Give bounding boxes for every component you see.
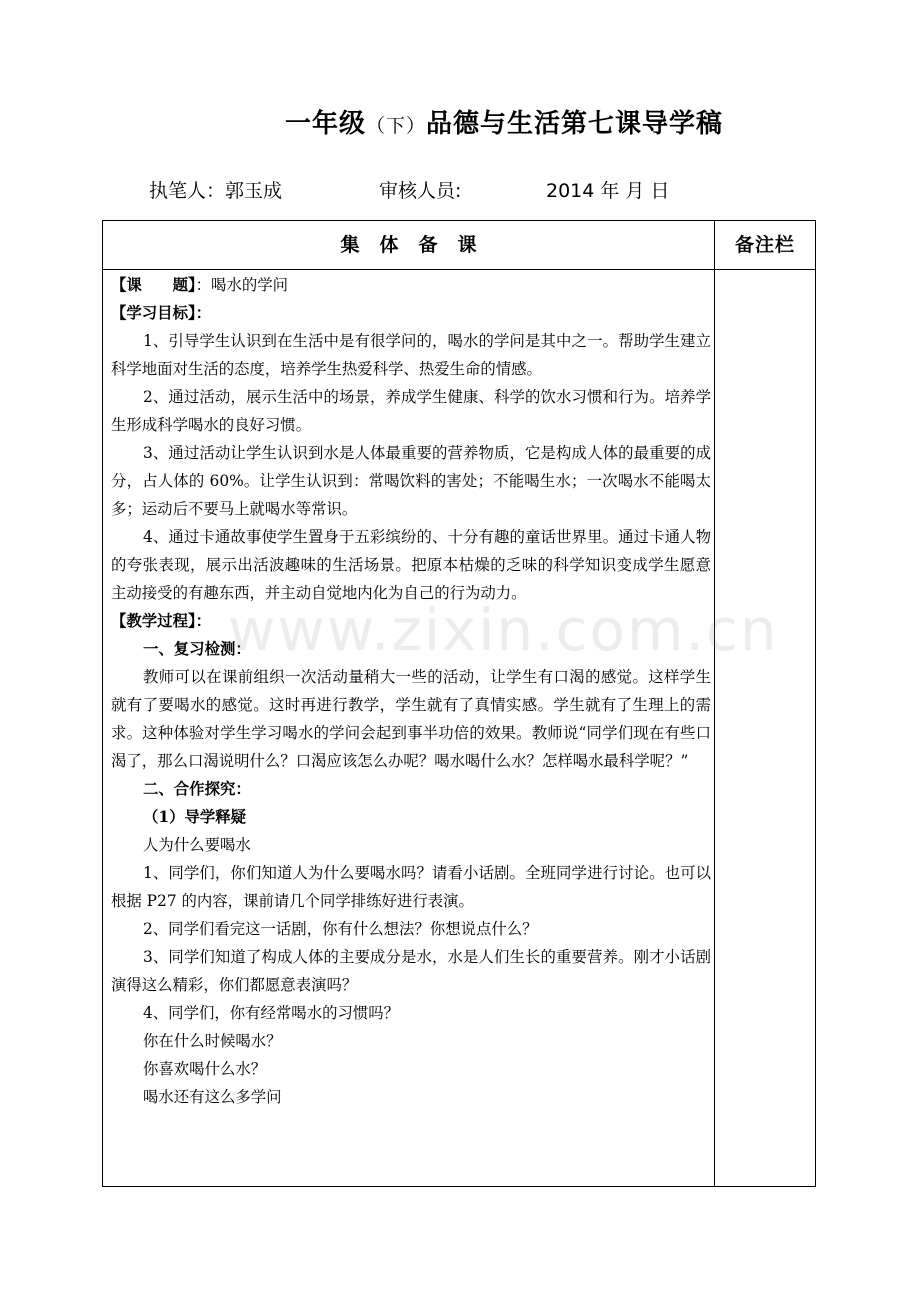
question-6: 你喜欢喝什么水？ bbox=[143, 1060, 267, 1078]
question-heading: 人为什么要喝水 bbox=[143, 836, 251, 854]
goal-3: 3、通过活动让学生认识到水是人体最重要的营养物质，它是构成人体的最重要的成分，占人体的 60%。让学生认识到：常喝饮料的害处；不能喝生水；一次喝水不能喝太多；运动后不要马上就喝水等常识。 bbox=[111, 444, 711, 518]
watermark: www.zixin.com.cn bbox=[228, 596, 779, 664]
question-7: 喝水还有这么多学问 bbox=[143, 1088, 282, 1106]
header-notes-column: 备注栏 bbox=[734, 234, 795, 256]
section-review-text: 教师可以在课前组织一次活动量稍大一些的活动，让学生有口渴的感觉。这样学生就有了要喝水的感觉。这时再进行教学，学生就有了真情实感。学生就有了生理上的需求。这种体验对学生学习喝水的学问会起到事半功倍的效果。教师说“同学们现在有些口渴了，那么口渴说明什么？口渴应该怎么办呢？喝水喝什么水？怎样喝水最科学呢？” bbox=[111, 668, 711, 770]
goal-2: 2、通过活动，展示生活中的场景，养成学生健康、科学的饮水习惯和行为。培养学生形成科学喝水的良好习惯。 bbox=[111, 388, 711, 434]
header-collective-prep: 集体备课 bbox=[340, 234, 497, 256]
title-paren: （下） bbox=[366, 115, 427, 137]
question-2: 2、同学们看完这一话剧，你有什么想法？你想说点什么？ bbox=[143, 920, 538, 938]
topic-label: 【课 题】 bbox=[111, 276, 196, 294]
question-3: 3、同学们知道了构成人体的主要成分是水，水是人们生长的重要营养。刚才小话剧演得这么精彩，你们都愿意表演吗？ bbox=[111, 948, 711, 994]
subsection-guide: （1）导学释疑 bbox=[143, 808, 247, 826]
goal-4: 4、通过卡通故事使学生置身于五彩缤纷的、十分有趣的童话世界里。通过卡通人物的夸张表现，展示出活波趣味的生活场景。把原本枯燥的乏味的科学知识变成学生愿意主动接受的有趣东西，并主动自觉地内化为自己的行为动力。 bbox=[111, 528, 711, 602]
topic-line bbox=[111, 271, 711, 299]
topic-value: ：喝水的学问 bbox=[195, 276, 289, 294]
date-label: 2014 年 月 日 bbox=[546, 180, 670, 202]
question-4: 4、同学们，你有经常喝水的习惯吗？ bbox=[143, 1004, 400, 1022]
lesson-content bbox=[111, 271, 711, 1111]
title-text: 一年级 bbox=[285, 109, 367, 139]
question-5: 你在什么时候喝水？ bbox=[143, 1032, 282, 1050]
lesson-table bbox=[102, 220, 816, 1187]
goal-1: 1、引导学生认识到在生活中是有很学问的，喝水的学问是其中之一。帮助学生建立科学地面对生活的态度，培养学生热爱科学、热爱生命的情感。 bbox=[111, 332, 711, 378]
goals-label: 【学习目标】： bbox=[111, 304, 212, 322]
column-divider bbox=[714, 221, 715, 1186]
question-1: 1、同学们，你们知道人为什么要喝水吗？请看小话剧。全班同学进行讨论。也可以根据 P27 的内容，课前请几个同学排练好进行表演。 bbox=[111, 864, 711, 910]
section-review: 一、复习检测： bbox=[143, 640, 251, 658]
reviewer-label: 审核人员: bbox=[379, 180, 462, 202]
header-divider bbox=[103, 269, 815, 270]
section-explore: 二、合作探究： bbox=[143, 780, 251, 798]
process-label: 【教学过程】： bbox=[111, 612, 212, 630]
title-text-rest: 品德与生活第七课导学稿 bbox=[426, 109, 724, 139]
author-label: 执笔人：郭玉成 bbox=[149, 180, 283, 202]
page-title bbox=[285, 103, 723, 140]
